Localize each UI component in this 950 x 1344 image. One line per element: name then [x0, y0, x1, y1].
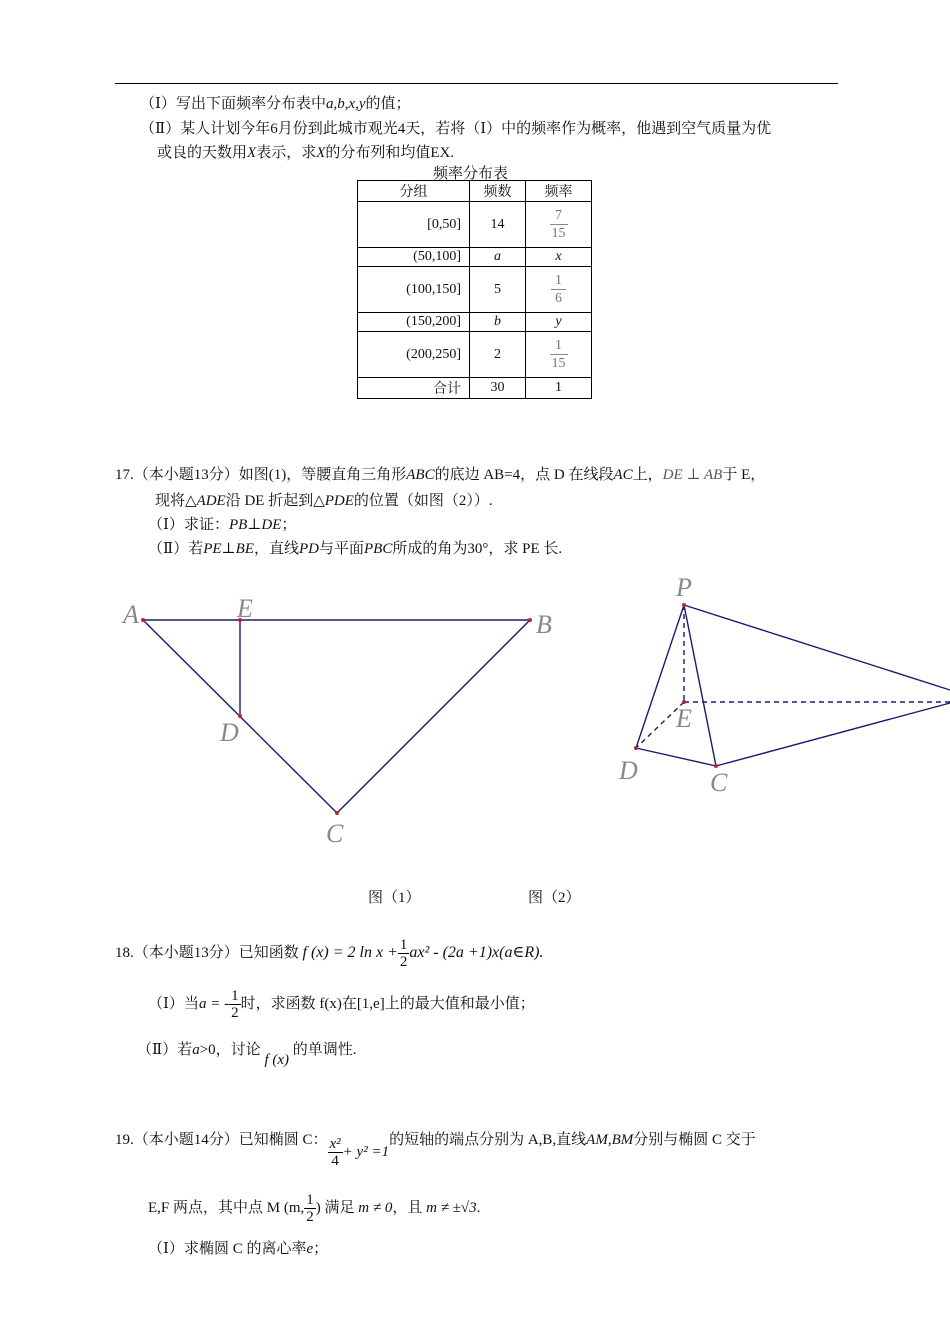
- label-B: B: [536, 610, 552, 639]
- q17-line1: 17.（本小题13分）如图(1)，等腰直角三角形ABC的底边 AB=4，点 D 在线段AC上，DE ⊥ AB于 E，: [115, 467, 766, 483]
- q17-part-ii: （Ⅱ）若PE⊥BE，直线PD与平面PBC所成的角为30°，求 PE 长.: [148, 541, 563, 557]
- header-count: 频数: [470, 181, 526, 202]
- label-D2: D: [619, 756, 638, 785]
- fig2-caption: 图（2）: [528, 890, 581, 906]
- table-row: (150,200] b y: [358, 313, 592, 332]
- header-freq: 频率: [526, 181, 592, 202]
- part-i-line: （Ⅰ）写出下面频率分布表中a,b,x,y的值；: [140, 96, 411, 112]
- label-D: D: [220, 718, 239, 747]
- q18-line1: 18.（本小题13分）已知函数 f (x) = 2 ln x + $\frac{1}{2}$ ax² - (2a +1)x(a∈R).: [115, 937, 544, 970]
- figure-2-pyramid: [636, 605, 950, 766]
- label-E2: E: [676, 704, 692, 733]
- q19-line2: E,F 两点，其中点 M (m, $\frac{1}{2}$ ) 满足 m ≠ 0，且 m ≠ ±√3.: [148, 1192, 481, 1225]
- table-row: (50,100] a x: [358, 248, 592, 267]
- table-row: (200,250] 2 $\frac{1}{15}$: [358, 332, 592, 378]
- part-ii-line2: 或良的天数用X表示，求X的分布列和均值EX.: [157, 145, 455, 161]
- q18-part-i: （Ⅰ）当a = - $\frac{1}{2}$ 时，求函数 f(x)在[1,e]上的最大值和最小值；: [148, 988, 535, 1021]
- table-row: [0,50] 14 $\frac{7}{15}$: [358, 202, 592, 248]
- fig1-caption: 图（1）: [368, 890, 421, 906]
- q17-part-i: （Ⅰ）求证：PB⊥DE；: [148, 517, 297, 533]
- label-P: P: [676, 573, 692, 602]
- header-group: 分组: [358, 181, 470, 202]
- part-ii-line1: （Ⅱ）某人计划今年6月份到此城市观光4天，若将（Ⅰ）中的频率作为概率，他遇到空气质量为优: [140, 121, 772, 137]
- label-C2: C: [710, 768, 728, 797]
- q19-line1: 19.（本小题14分）已知椭圆 C： $\frac{\text{x²}}{4}$ + y² =1的短轴的端点分别为 A,B,直线AM,BM分别与椭圆 C 交于: [115, 1131, 756, 1169]
- label-C: C: [326, 819, 344, 848]
- table-total-row: 合计 30 1: [358, 378, 592, 399]
- label-E: E: [237, 594, 253, 623]
- q18-part-ii: （Ⅱ）若a>0，讨论 f (x) 的单调性.: [137, 1042, 357, 1068]
- table-row: (100,150] 5 $\frac{1}{6}$: [358, 267, 592, 313]
- q17-line2: 现将△ADE沿 DE 折起到△PDE的位置（如图（2））.: [155, 493, 493, 509]
- label-A: A: [123, 600, 139, 629]
- table-caption: 频率分布表: [433, 166, 509, 182]
- q19-part-i: （Ⅰ）求椭圆 C 的离心率e；: [148, 1241, 329, 1257]
